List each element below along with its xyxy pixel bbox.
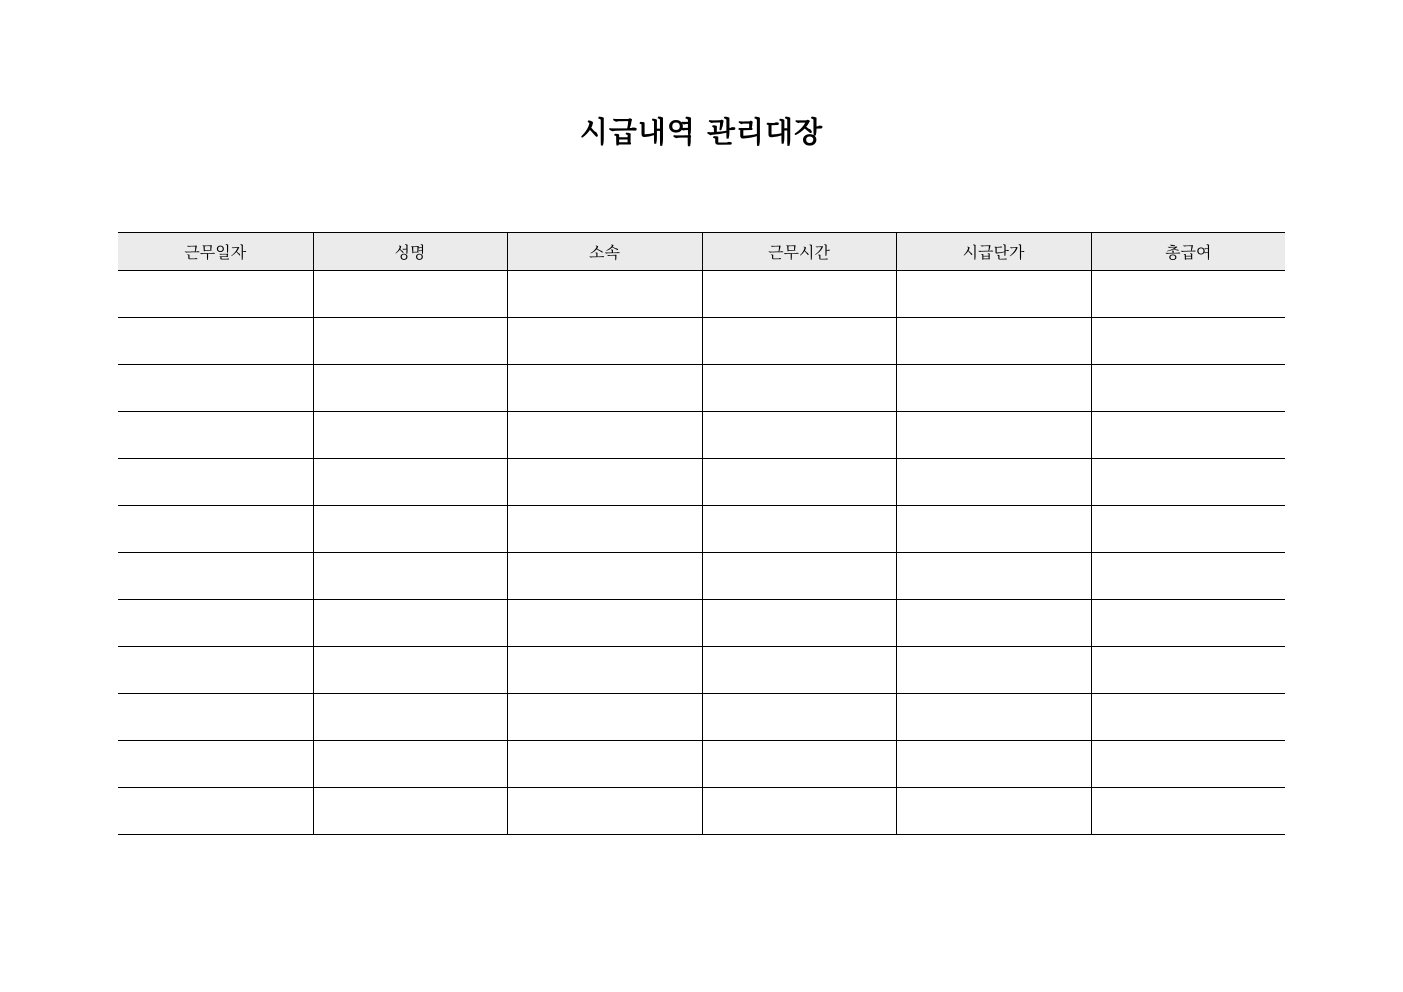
table-row: [118, 271, 1285, 318]
cell-work-hours[interactable]: [702, 271, 896, 318]
cell-name[interactable]: [313, 506, 507, 553]
table-row: [118, 647, 1285, 694]
cell-work-date[interactable]: [118, 271, 313, 318]
cell-department[interactable]: [507, 553, 702, 600]
column-header-work-date: 근무일자: [118, 233, 313, 271]
cell-total-pay[interactable]: [1091, 365, 1285, 412]
cell-name[interactable]: [313, 459, 507, 506]
cell-work-date[interactable]: [118, 412, 313, 459]
table-header-row: [118, 233, 1285, 271]
cell-hourly-rate[interactable]: [896, 741, 1091, 788]
cell-work-date[interactable]: [118, 553, 313, 600]
cell-work-hours[interactable]: [702, 741, 896, 788]
cell-total-pay[interactable]: [1091, 788, 1285, 835]
cell-work-hours[interactable]: [702, 788, 896, 835]
cell-department[interactable]: [507, 412, 702, 459]
cell-department[interactable]: [507, 788, 702, 835]
cell-work-hours[interactable]: [702, 600, 896, 647]
cell-work-date[interactable]: [118, 788, 313, 835]
cell-name[interactable]: [313, 553, 507, 600]
cell-total-pay[interactable]: [1091, 694, 1285, 741]
cell-work-date[interactable]: [118, 365, 313, 412]
cell-work-hours[interactable]: [702, 318, 896, 365]
column-header-name: 성명: [313, 233, 507, 271]
cell-department[interactable]: [507, 694, 702, 741]
cell-total-pay[interactable]: [1091, 318, 1285, 365]
cell-hourly-rate[interactable]: [896, 271, 1091, 318]
cell-hourly-rate[interactable]: [896, 788, 1091, 835]
cell-total-pay[interactable]: [1091, 741, 1285, 788]
cell-hourly-rate[interactable]: [896, 600, 1091, 647]
table-row: [118, 318, 1285, 365]
cell-hourly-rate[interactable]: [896, 412, 1091, 459]
cell-total-pay[interactable]: [1091, 271, 1285, 318]
cell-hourly-rate[interactable]: [896, 459, 1091, 506]
cell-hourly-rate[interactable]: [896, 694, 1091, 741]
wage-ledger-table: [118, 232, 1285, 835]
cell-total-pay[interactable]: [1091, 506, 1285, 553]
cell-work-date[interactable]: [118, 318, 313, 365]
cell-work-hours[interactable]: [702, 412, 896, 459]
cell-work-hours[interactable]: [702, 694, 896, 741]
cell-total-pay[interactable]: [1091, 600, 1285, 647]
cell-total-pay[interactable]: [1091, 647, 1285, 694]
cell-department[interactable]: [507, 647, 702, 694]
table-body: [118, 271, 1285, 835]
cell-department[interactable]: [507, 600, 702, 647]
cell-total-pay[interactable]: [1091, 412, 1285, 459]
cell-name[interactable]: [313, 365, 507, 412]
table-row: [118, 365, 1285, 412]
cell-name[interactable]: [313, 412, 507, 459]
cell-department[interactable]: [507, 365, 702, 412]
page-title: 시급내역 관리대장: [579, 115, 824, 149]
cell-name[interactable]: [313, 741, 507, 788]
cell-name[interactable]: [313, 788, 507, 835]
cell-work-date[interactable]: [118, 741, 313, 788]
table-row: [118, 788, 1285, 835]
column-header-work-hours: 근무시간: [702, 233, 896, 271]
column-header-department: 소속: [507, 233, 702, 271]
cell-department[interactable]: [507, 318, 702, 365]
cell-total-pay[interactable]: [1091, 459, 1285, 506]
cell-hourly-rate[interactable]: [896, 647, 1091, 694]
table-row: [118, 506, 1285, 553]
cell-work-date[interactable]: [118, 459, 313, 506]
cell-name[interactable]: [313, 271, 507, 318]
table-row: [118, 553, 1285, 600]
cell-department[interactable]: [507, 459, 702, 506]
table-row: [118, 694, 1285, 741]
cell-work-hours[interactable]: [702, 553, 896, 600]
column-header-hourly-rate: 시급단가: [896, 233, 1091, 271]
cell-hourly-rate[interactable]: [896, 506, 1091, 553]
cell-name[interactable]: [313, 694, 507, 741]
cell-total-pay[interactable]: [1091, 553, 1285, 600]
cell-hourly-rate[interactable]: [896, 318, 1091, 365]
cell-work-hours[interactable]: [702, 365, 896, 412]
cell-name[interactable]: [313, 647, 507, 694]
table-row: [118, 459, 1285, 506]
column-header-total-pay: 총급여: [1091, 233, 1285, 271]
cell-hourly-rate[interactable]: [896, 365, 1091, 412]
cell-work-hours[interactable]: [702, 647, 896, 694]
table-row: [118, 741, 1285, 788]
cell-hourly-rate[interactable]: [896, 553, 1091, 600]
cell-department[interactable]: [507, 741, 702, 788]
cell-name[interactable]: [313, 600, 507, 647]
table-row: [118, 600, 1285, 647]
cell-department[interactable]: [507, 506, 702, 553]
cell-work-hours[interactable]: [702, 459, 896, 506]
cell-work-date[interactable]: [118, 694, 313, 741]
cell-work-date[interactable]: [118, 600, 313, 647]
table-row: [118, 412, 1285, 459]
cell-work-date[interactable]: [118, 647, 313, 694]
cell-work-hours[interactable]: [702, 506, 896, 553]
cell-work-date[interactable]: [118, 506, 313, 553]
cell-department[interactable]: [507, 271, 702, 318]
cell-name[interactable]: [313, 318, 507, 365]
